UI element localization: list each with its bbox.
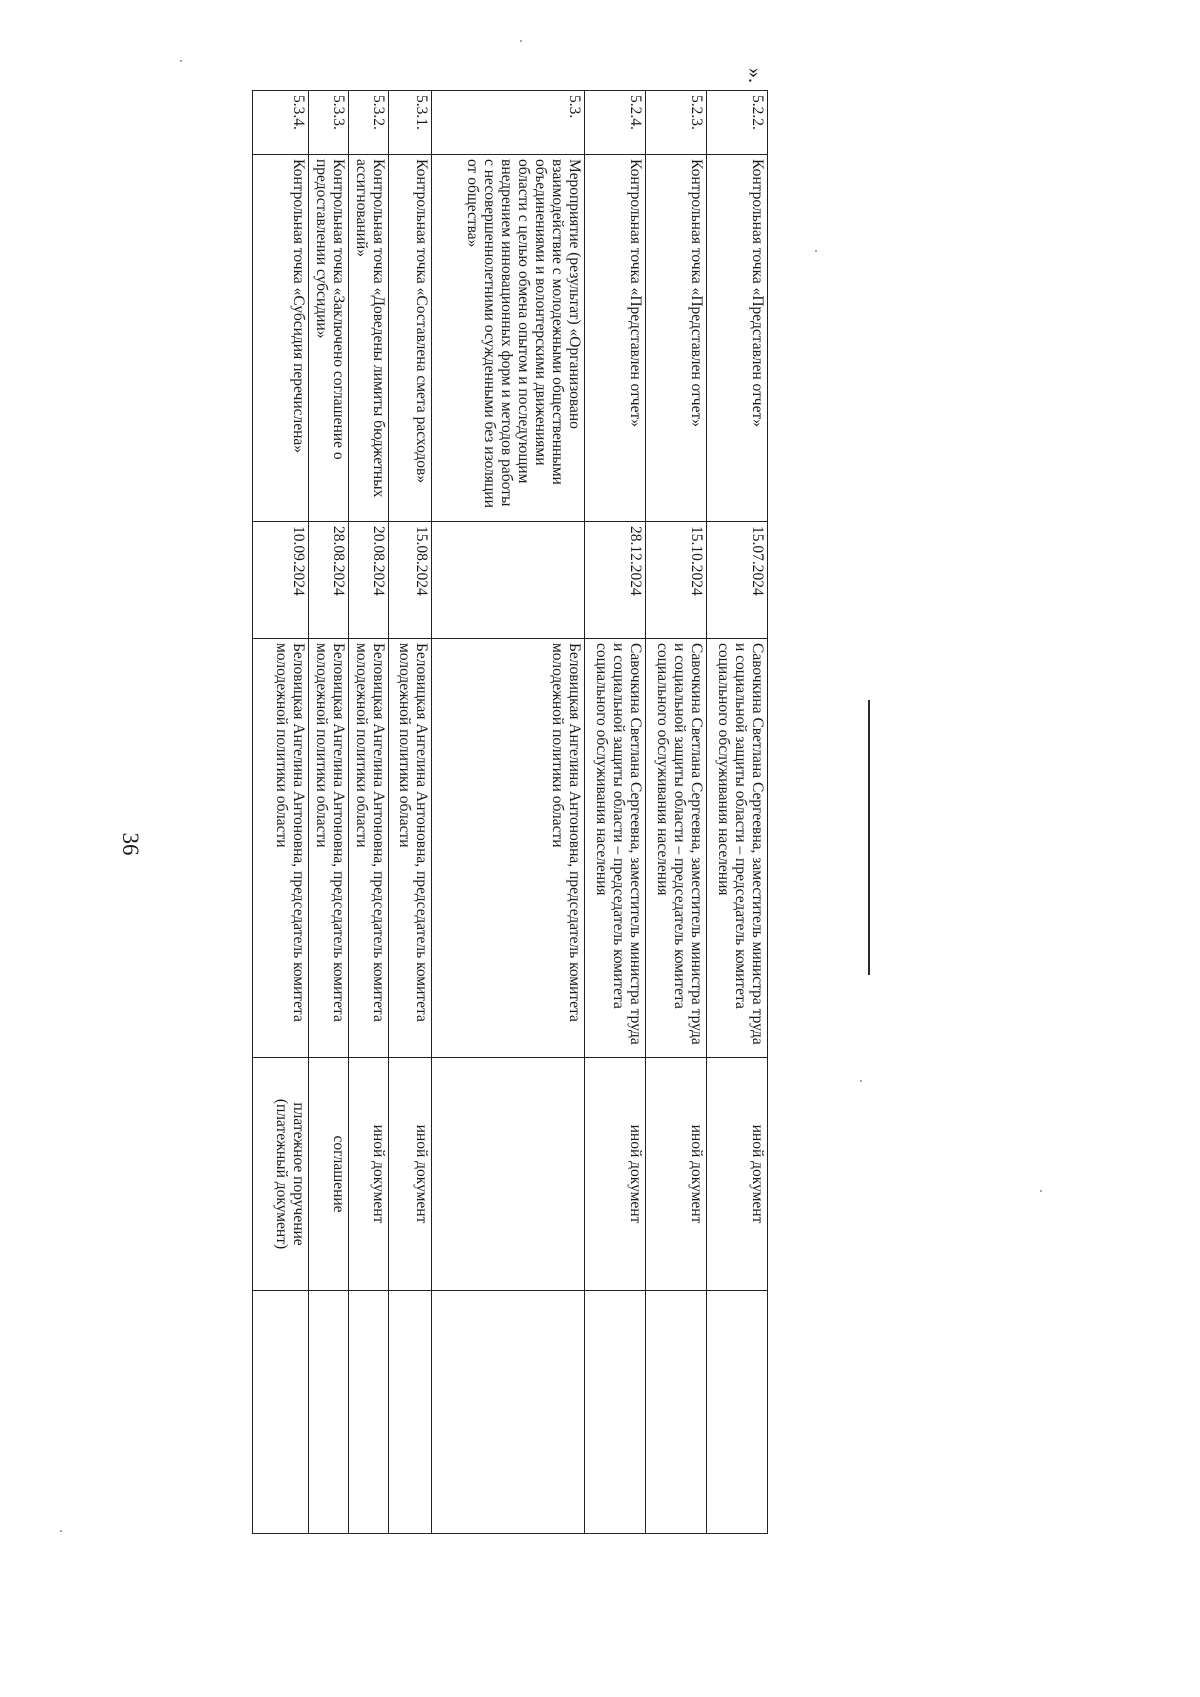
row-number: 5.3.4. — [253, 91, 309, 155]
table-row — [309, 91, 349, 1534]
extra-cell — [253, 1291, 309, 1534]
document-type: иной документ — [389, 1058, 432, 1291]
page-number: 36 — [118, 832, 143, 856]
responsible-person: Беловицкая Ангелина Антоновна, председатель комитета молодежной политики области — [253, 639, 309, 1058]
row-number: 5.2.3. — [646, 91, 707, 155]
responsible-person: Беловицкая Ангелина Антоновна, председатель комитета молодежной политики области — [349, 639, 389, 1058]
control-point-name: Контрольная точка «Представлен отчет» — [646, 155, 707, 522]
scan-speck — [520, 40, 522, 42]
table-row — [389, 91, 432, 1534]
extra-cell — [707, 1291, 768, 1534]
responsible-person: Беловицкая Ангелина Антоновна, председатель комитета молодежной политики области — [309, 639, 349, 1058]
scan-speck — [860, 1080, 862, 1082]
control-point-name: Контрольная точка «Представлен отчет» — [585, 155, 646, 522]
extra-cell — [349, 1291, 389, 1534]
due-date: 20.08.2024 — [349, 522, 389, 639]
row-number: 5.3.1. — [389, 91, 432, 155]
row-number: 5.3. — [432, 91, 585, 155]
due-date: 15.08.2024 — [389, 522, 432, 639]
control-point-name: Контрольная точка «Заключено соглашение о предоставлении субсидии» — [309, 155, 349, 522]
closing-quote-mark: ». — [744, 68, 766, 83]
extra-cell — [585, 1291, 646, 1534]
due-date: 28.08.2024 — [309, 522, 349, 639]
table-row — [646, 91, 707, 1534]
row-number: 5.2.2. — [707, 91, 768, 155]
event-name: Мероприятие (результат) «Организовано взаимодействие с молодежными общественными объединениями и волонтерскими движениями области с целью обмена опытом и последующим внедрением инновационных форм и методов работы с несовершеннолетними осужденными без изоляции от общества» — [432, 155, 585, 522]
document-type: иной документ — [646, 1058, 707, 1291]
scan-speck — [815, 250, 817, 252]
scan-speck — [1040, 1190, 1042, 1192]
extra-cell — [646, 1291, 707, 1534]
table-row — [707, 91, 768, 1534]
scan-speck — [60, 1530, 62, 1532]
due-date: 15.10.2024 — [646, 522, 707, 639]
due-date: 28.12.2024 — [585, 522, 646, 639]
row-number: 5.3.2. — [349, 91, 389, 155]
control-point-name: Контрольная точка «Субсидия перечислена» — [253, 155, 309, 522]
rotated-table-wrapper — [252, 90, 768, 1534]
due-date: 10.09.2024 — [253, 522, 309, 639]
extra-cell — [309, 1291, 349, 1534]
responsible-person: Савочкина Светлана Сергеевна, заместитель министра труда и социальной защиты области – председатель комитета социального обслуживания населения — [707, 639, 768, 1058]
extra-cell — [432, 1291, 585, 1534]
responsible-person: Беловицкая Ангелина Антоновна, председатель комитета молодежной политики области — [432, 639, 585, 1058]
extra-cell — [389, 1291, 432, 1534]
document-type: платежное поручение (платежный документ) — [253, 1058, 309, 1291]
signature-divider-line — [868, 700, 870, 975]
scan-speck — [180, 60, 182, 62]
responsible-person: Савочкина Светлана Сергеевна, заместитель министра труда и социальной защиты области – председатель комитета социального обслуживания населения — [585, 639, 646, 1058]
due-date: 15.07.2024 — [707, 522, 768, 639]
document-type: иной документ — [349, 1058, 389, 1291]
table-row — [253, 91, 309, 1534]
row-number: 5.2.4. — [585, 91, 646, 155]
control-points-table — [252, 90, 768, 1534]
document-type: иной документ — [707, 1058, 768, 1291]
document-type: иной документ — [585, 1058, 646, 1291]
document-type: соглашение — [309, 1058, 349, 1291]
control-point-name: Контрольная точка «Составлена смета расходов» — [389, 155, 432, 522]
control-point-name: Контрольная точка «Доведены лимиты бюджетных ассигнований» — [349, 155, 389, 522]
table-row — [349, 91, 389, 1534]
responsible-person: Беловицкая Ангелина Антоновна, председатель комитета молодежной политики области — [389, 639, 432, 1058]
due-date — [432, 522, 585, 639]
responsible-person: Савочкина Светлана Сергеевна, заместитель министра труда и социальной защиты области – председатель комитета социального обслуживания населения — [646, 639, 707, 1058]
table-row — [432, 91, 585, 1534]
row-number: 5.3.3. — [309, 91, 349, 155]
document-type — [432, 1058, 585, 1291]
table-row — [585, 91, 646, 1534]
control-point-name: Контрольная точка «Представлен отчет» — [707, 155, 768, 522]
